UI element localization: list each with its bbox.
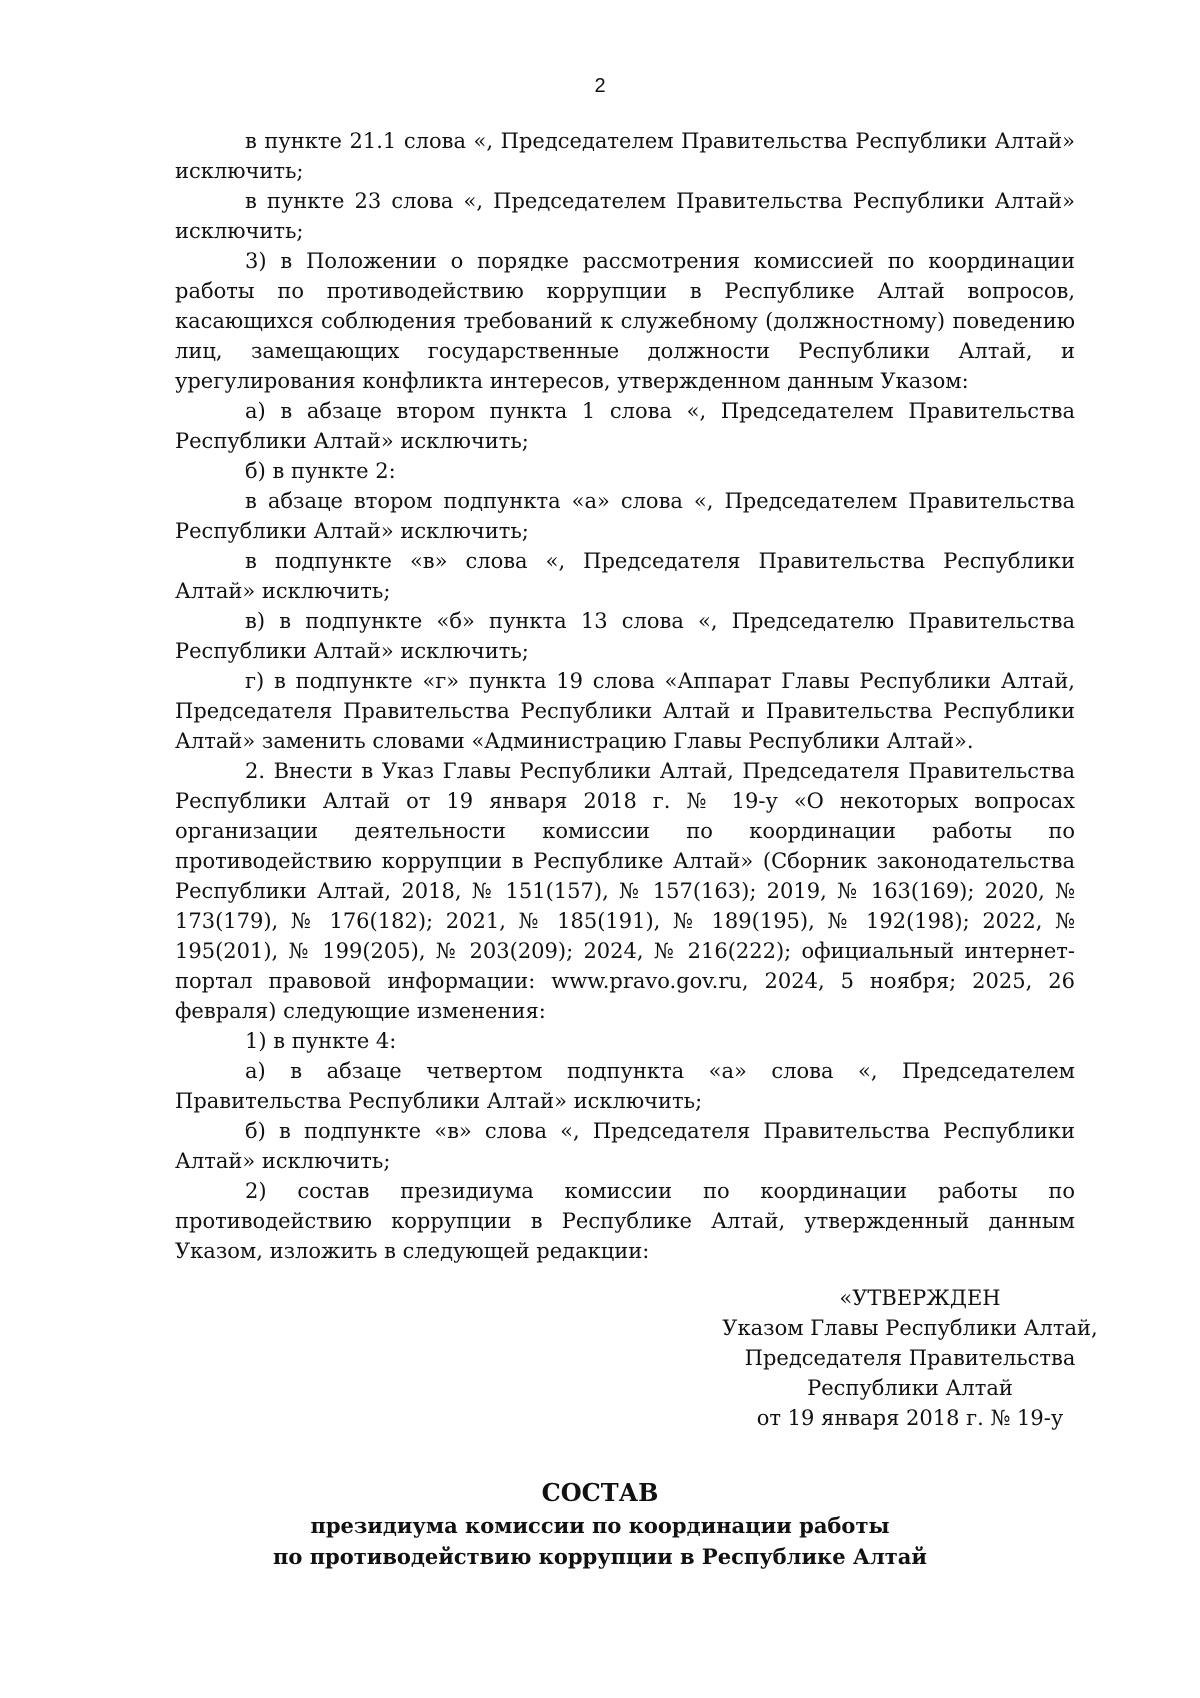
document-body: [175, 126, 1075, 1266]
paragraph-subitem-b: б) в пункте 2:: [245, 459, 396, 483]
heading-title: СОСТАВ: [541, 1478, 659, 1507]
paragraph-item-21-1: в пункте 21.1 слова «, Председателем Правительства Республики Алтай» исключить;: [175, 129, 1075, 183]
approval-date: от 19 января 2018 г. № 19-у: [756, 1406, 1064, 1430]
approval-line: Указом Главы Республики Алтай,: [722, 1316, 1098, 1340]
paragraph-subitem-2: 2) состав президиума комиссии по координации работы по противодействию коррупции в Республике Алтай, утвержденный данным Указом, изложить в следующей редакции:: [175, 1179, 1075, 1263]
paragraph-subitem-1: 1) в пункте 4:: [245, 1029, 397, 1053]
paragraph-subitem-a: а) в абзаце втором пункта 1 слова «, Председателем Правительства Республики Алтай» исключить;: [175, 399, 1075, 453]
paragraph-subitem-g: г) в подпункте «г» пункта 19 слова «Аппарат Главы Республики Алтай, Председателя Правительства Республики Алтай и Правительства Республики Алтай» заменить словами «Администрацию Главы Республики Алтай».: [175, 669, 1075, 753]
page-number: 2: [594, 75, 606, 97]
paragraph-subitem-b-2: б) в подпункте «в» слова «, Председателя Правительства Республики Алтай» исключить;: [175, 1119, 1075, 1173]
approval-line: Председателя Правительства: [744, 1346, 1076, 1370]
paragraph-podpunkt-v: в подпункте «в» слова «, Председателя Правительства Республики Алтай» исключить;: [175, 549, 1075, 603]
paragraph-abzats-a: в абзаце втором подпункта «а» слова «, Председателем Правительства Республики Алтай» исключить;: [175, 489, 1075, 543]
paragraph-item-23: в пункте 23 слова «, Председателем Правительства Республики Алтай» исключить;: [175, 189, 1075, 243]
paragraph-subitem-a-2: а) в абзаце четвертом подпункта «а» слова «, Председателем Правительства Республики Алтай» исключить;: [175, 1059, 1075, 1113]
approval-line: Республики Алтай: [807, 1376, 1013, 1400]
paragraph-subitem-v: в) в подпункте «б» пункта 13 слова «, Председателю Правительства Республики Алтай» исключить;: [175, 609, 1075, 663]
heading-subtitle: по противодействию коррупции в Республике Алтай: [273, 1544, 927, 1569]
composition-heading: [0, 1476, 1200, 1572]
paragraph-item-2: 2. Внести в Указ Главы Республики Алтай, Председателя Правительства Республики Алтай от 19 января 2018 г. № 19-у «О некоторых вопросах организации деятельности комиссии по координации работы по противодействию коррупции в Республике Алтай» (Сборник законодательства Республики Алтай, 2018, № 151(157), № 157(163); 2019, № 163(169); 2020, № 173(179), № 176(182); 2021, № 185(191), № 189(195), № 192(198); 2022, № 195(201), № 199(205), № 203(209); 2024, № 216(222); официальный интернет-портал правовой информации: www.pravo.gov.ru, 2024, 5 ноября; 2025, 26 февраля) следующие изменения:: [175, 759, 1075, 1023]
heading-subtitle: президиума комиссии по координации работы: [310, 1513, 890, 1538]
paragraph-subitem-3: 3) в Положении о порядке рассмотрения комиссией по координации работы по противодействию коррупции в Республике Алтай вопросов, касающихся соблюдения требований к служебному (должностному) поведению лиц, замещающих государственные должности Республики Алтай, и урегулирования конфликта интересов, утвержденном данным Указом:: [175, 249, 1075, 393]
approval-stamp: [700, 1283, 1120, 1433]
approval-title: «УТВЕРЖДЕН: [839, 1286, 1001, 1310]
